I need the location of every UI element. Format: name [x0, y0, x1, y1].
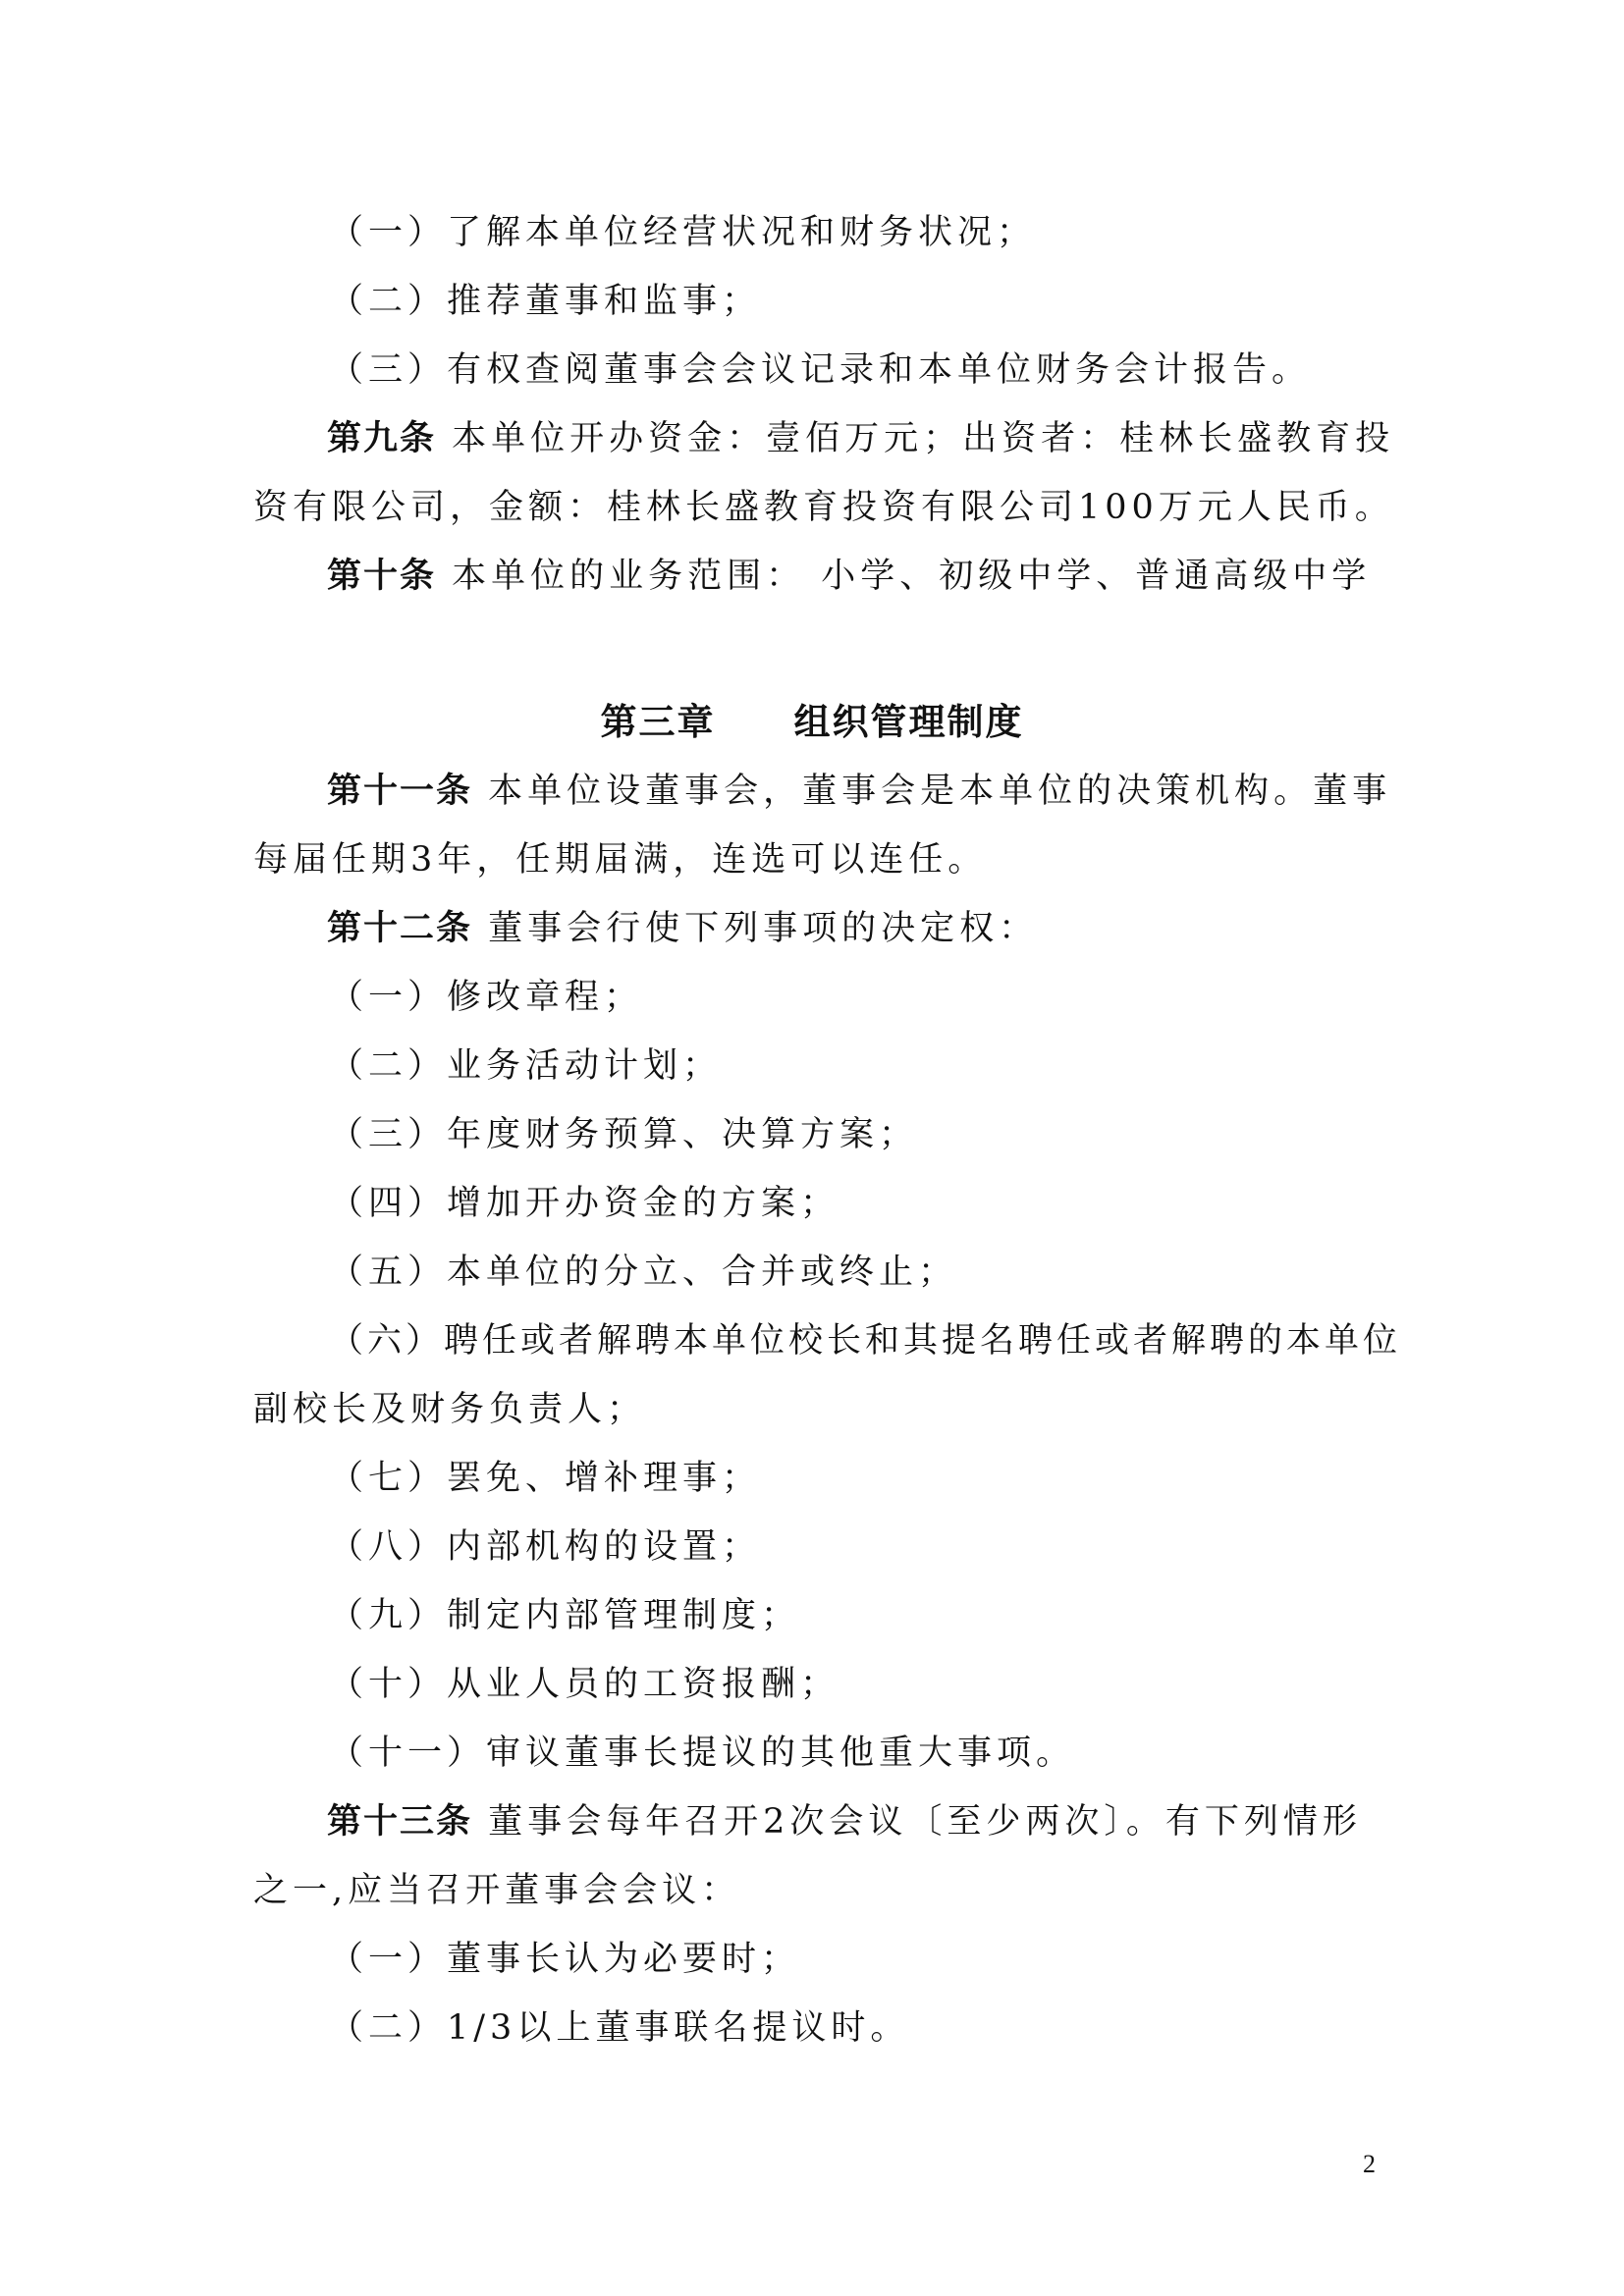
article-11-line-2	[253, 837, 987, 882]
article-11-heading: 第十一条	[327, 772, 473, 811]
item-12-1	[329, 975, 643, 1020]
article-13-text: 董事会每年召开2次会议〔至少两次〕。有下列情形	[488, 1802, 1362, 1842]
item-12-6-continuation: 副校长及财务负责人；	[253, 1390, 647, 1429]
article-9-line-1	[327, 416, 1394, 461]
item-13-2	[329, 2005, 909, 2051]
article-13-line-1	[327, 1799, 1362, 1844]
article-12-text: 董事会行使下列事项的决定权：	[488, 909, 1039, 948]
article-9-heading: 第九条	[327, 419, 437, 458]
article-10	[327, 554, 1371, 599]
item-3-text: （三）有权查阅董事会会议记录和本单位财务会计报告。	[329, 350, 1312, 390]
item-13-2-text: （二）1/3以上董事联名提议时。	[329, 2008, 910, 2048]
item-1	[329, 210, 1036, 255]
item-12-7-text: （七）罢免、增补理事；	[329, 1459, 762, 1498]
item-2	[329, 279, 761, 324]
item-12-10-text: （十）从业人员的工资报酬；	[329, 1665, 840, 1704]
item-12-11	[329, 1731, 1075, 1776]
item-12-8	[329, 1524, 761, 1570]
item-12-10	[329, 1662, 839, 1707]
item-1-text: （一）了解本单位经营状况和财务状况；	[329, 213, 1037, 252]
article-11-line-1	[327, 769, 1391, 814]
article-13-continuation: 之一,应当召开董事会会议：	[253, 1871, 741, 1910]
item-2-text: （二）推荐董事和监事；	[329, 282, 762, 321]
item-13-1	[329, 1937, 800, 1982]
chapter-number: 第三章	[600, 701, 716, 743]
item-12-2	[329, 1043, 722, 1089]
item-12-2-text: （二）业务活动计划；	[329, 1046, 723, 1086]
article-9-text: 本单位开办资金：壹佰万元；出资者：桂林长盛教育投	[452, 419, 1395, 458]
item-12-8-text: （八）内部机构的设置；	[329, 1527, 762, 1567]
item-12-1-text: （一）修改章程；	[329, 978, 644, 1017]
article-13-heading: 第十三条	[327, 1802, 473, 1842]
article-11-continuation: 每届任期3年，任期届满，连选可以连任。	[253, 840, 988, 880]
item-12-3-text: （三）年度财务预算、决算方案；	[329, 1115, 919, 1154]
article-12	[327, 906, 1038, 951]
item-12-9-text: （九）制定内部管理制度；	[329, 1596, 801, 1635]
article-13-line-2	[253, 1868, 740, 1913]
item-12-9	[329, 1593, 800, 1638]
article-10-heading: 第十条	[327, 557, 437, 596]
item-3	[329, 347, 1311, 393]
item-12-5-text: （五）本单位的分立、合并或终止；	[329, 1253, 958, 1292]
item-12-5	[329, 1250, 957, 1295]
page-number: 2	[1363, 2150, 1376, 2178]
article-9-continuation: 资有限公司，金额：桂林长盛教育投资有限公司100万元人民币。	[253, 488, 1394, 527]
item-13-1-text: （一）董事长认为必要时；	[329, 1940, 801, 1979]
item-12-7	[329, 1456, 761, 1501]
item-12-6-line-1	[329, 1318, 1401, 1363]
article-9-line-2	[253, 485, 1394, 530]
item-12-6-line-2	[253, 1387, 646, 1432]
article-11-text: 本单位设董事会，董事会是本单位的决策机构。董事	[488, 772, 1392, 811]
chapter-heading	[0, 700, 1624, 745]
item-12-6-text: （六）聘任或者解聘本单位校长和其提名聘任或者解聘的本单位	[329, 1321, 1402, 1361]
item-12-4-text: （四）增加开办资金的方案；	[329, 1184, 840, 1223]
article-12-heading: 第十二条	[327, 909, 473, 948]
item-12-11-text: （十一）审议董事长提议的其他重大事项。	[329, 1734, 1076, 1773]
article-10-text: 本单位的业务范围： 小学、初级中学、普通高级中学	[452, 557, 1372, 596]
item-12-3	[329, 1112, 918, 1157]
item-12-4	[329, 1181, 839, 1226]
chapter-title: 组织管理制度	[793, 701, 1024, 743]
